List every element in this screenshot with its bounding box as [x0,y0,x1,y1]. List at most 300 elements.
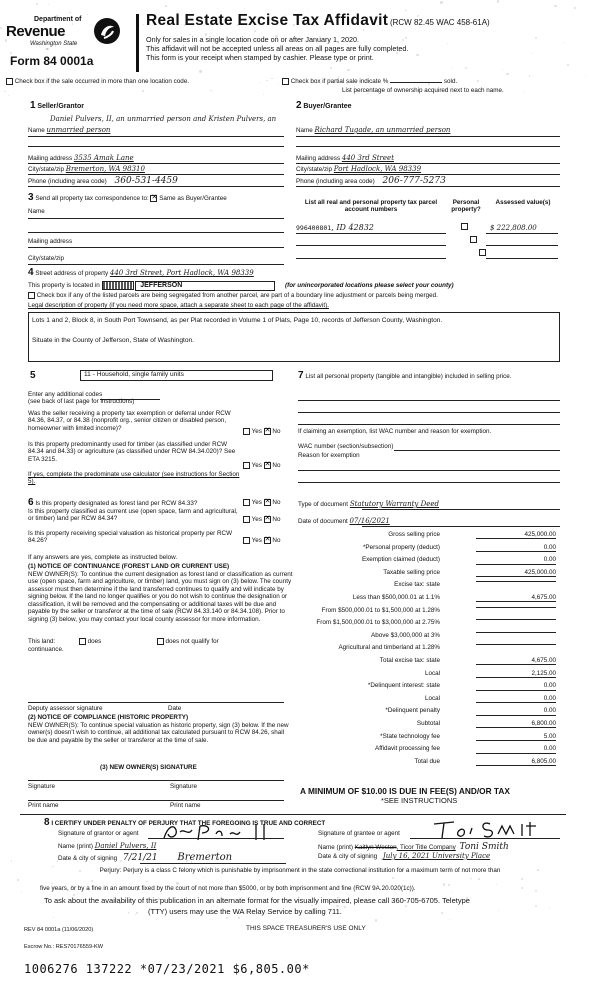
grantor-city-value[interactable]: Bremerton [177,852,233,863]
grantor-signature[interactable] [160,820,280,844]
scan-speck [477,80,479,82]
fee-value[interactable]: 4,675.00 [476,657,556,665]
escrow-number: Escrow No.: RES70176559-KW [24,944,103,950]
fee-row [296,745,558,756]
checkbox-partial-sale[interactable] [282,78,289,85]
scan-speck [521,878,523,880]
sec3-city-label: City/state/zip [28,255,65,262]
buyer-name-row[interactable] [296,126,450,134]
check-multi-location[interactable] [6,78,189,86]
legal-description-box[interactable] [28,312,560,362]
fee-row [296,581,558,592]
scan-speck [21,891,23,893]
fee-value[interactable]: 0.00 [476,707,556,715]
buyer-city-value[interactable]: Port Hadlock, WA 98339 [333,165,422,173]
sec3-mailing-label: Mailing address [28,238,73,245]
dept-line2: Revenue [6,23,66,40]
seller-city[interactable] [28,165,145,173]
sold-label: sold. [443,78,458,86]
scan-speck [347,69,349,71]
seller-city-label: City/state/zip [28,166,65,173]
scan-speck [478,878,480,880]
fee-value[interactable] [476,632,556,633]
sec6-q3-answer[interactable]: Yes ✕ No [243,537,280,545]
scan-speck [49,84,50,85]
buyer-name-value[interactable]: Richard Tugade, an unmarried person [314,126,451,134]
scan-speck [210,90,212,92]
scan-speck [254,30,256,32]
sec6-q2: Is this property classified as current use (open space, farm and agricultural, or timber) land per RCW 84.34? [28,508,238,523]
scan-speck [448,884,450,886]
scan-speck [142,90,144,92]
fee-label: From $1,500,000.01 to $3,000,000 at 2.75% [316,619,440,627]
fee-label: Exemption claimed (deduct) [361,556,440,564]
seller-name-row[interactable] [28,126,284,134]
scan-speck [354,86,356,88]
checkbox-current-use-no[interactable] [264,516,271,523]
notice2-body: NEW OWNER(S): To continue special valuation as historic property, sign (3) below. If the new owner(s) doesn't wish to continue, all additional tax calculated pursuant to RCW 84.26, shall be due and payable by the seller or transferor at the time of sale. [28,722,289,744]
fee-row [296,607,558,618]
fee-row [296,682,558,693]
fee-value[interactable]: 2,125.00 [476,670,556,678]
buyer-city-label: City/state/zip [296,166,333,173]
buyer-phone-label: Phone (including area code) [296,178,375,185]
fee-value[interactable]: 425,000.00 [476,569,556,577]
fee-row [296,544,558,555]
scan-speck [278,84,279,85]
scan-speck [266,80,268,82]
scan-speck [498,910,499,911]
checkbox-same-as-buyer[interactable] [150,195,157,202]
scan-speck [263,94,264,95]
checkbox-personal-1[interactable] [461,223,468,230]
dept-line3: Washington State [30,41,78,47]
grantor-sig-label: Signature of grantor or agent [58,830,139,837]
scan-speck [440,1,442,3]
sec5-q3: If yes, complete the predominate use calculator (see instructions for Section 5). [28,471,240,486]
scan-speck [143,24,144,25]
scan-speck [128,912,129,913]
scan-speck [237,24,239,26]
form-title [146,12,490,30]
check-partial-sale[interactable] [282,78,457,86]
sec5-number: 5 [30,370,36,381]
scan-speck [554,5,556,7]
grantor-name-row[interactable] [58,842,156,850]
sec4-located[interactable] [28,281,454,291]
scan-speck [307,9,308,10]
checkbox-historic-yes[interactable] [243,537,250,544]
scan-speck [165,5,167,7]
fee-value[interactable]: 5.00 [476,733,556,741]
new-owner-print-label2: Print name [170,802,201,809]
fee-value[interactable] [476,581,556,582]
access-2: (TTY) users may use the WA Relay Service by calling 711. [148,907,342,916]
seller-mailing-label: Mailing address [28,155,73,162]
fee-value[interactable]: 0.00 [476,556,556,564]
check-partial-label: Check box if partial sale indicate % [290,78,389,86]
deputy-date-label: Date [168,705,182,712]
scan-speck [487,865,488,866]
scan-speck [275,35,277,37]
grantor-date-value[interactable]: 7/21/21 [122,853,158,863]
seller-name-value[interactable]: Daniel Pulvers, II, an unmarried person and Kristen Pulvers, an [50,115,277,123]
fee-row [296,758,558,769]
scan-speck [447,43,448,44]
scan-speck [402,39,404,41]
header-sub3: This form is your receipt when stamped by cashier. Please type or print. [146,53,374,62]
fee-label: Agricultural and timberland at 1.28% [338,644,440,652]
parcel-row[interactable] [296,223,374,233]
notice2-head: (2) NOTICE OF COMPLIANCE (HISTORIC PROPERTY) [28,714,189,721]
fee-label: Above $3,000,000 at 3% [371,631,440,639]
assessed-value[interactable]: $ 222,808.00 [490,224,537,232]
fee-row [296,556,558,567]
fee-value[interactable] [476,607,556,608]
header-sub2: This affidavit will not be accepted unless all areas on all pages are fully completed. [146,44,409,53]
scan-speck [416,54,418,56]
seller-phone-value[interactable]: 360-531-4459 [114,176,178,186]
scan-speck [53,917,55,919]
sec5-q1: Was the seller receiving a property tax exemption or deferral under RCW 84.36, 84.37, or 84.38 (nonprofit org., senior citizen or disabled person, homeowner with limited income)? [28,410,231,432]
fee-label: Subtotal [416,720,440,727]
grantee-signature[interactable] [430,818,560,840]
notice1-body: NEW OWNER(S): To continue the current designation as forest land or classification as current use (open space, farm and agriculture, or timber) land, you must sign on (3) below. The county assessor must then determine if the land transferred continues to qualify and will indicate by signing below. If the land no longer qualifies or you do not wish to continue the designation or classification, it will be removed and the compensating or additional taxes will be due and payable by the seller or transferor at the time of sale (RCW 84.33.140 or 84.34.108). Prior to signing (3) below, you may contact your local county assessor for more information. [28,571,293,623]
same-as-buyer-label: Same as Buyer/Grantee [159,195,227,202]
checkbox-forest-no[interactable] [264,499,271,506]
assessed-col-header: Assessed value(s) [495,199,551,206]
scan-speck [535,905,537,907]
fee-row [296,632,558,643]
sec5-q2-answer[interactable]: Yes ✕ No [243,462,280,470]
buyer-heading: 2 Buyer/Grantee [296,100,352,111]
scan-speck [91,880,93,882]
fee-row [296,594,558,605]
fee-label: *State technology fee [380,732,440,740]
scan-speck [48,4,49,5]
scan-speck [168,885,170,887]
checkbox-personal-3[interactable] [479,249,486,256]
addl-codes2: (see back of last page for instructions) [28,398,135,405]
scan-speck [506,73,508,75]
sec4-street[interactable]: 4 Street address of property 440 3rd Street, Port Hadlock, WA 98339 [28,267,254,278]
buyer-city[interactable] [296,165,421,173]
fee-row [296,695,558,706]
buyer-phone-value[interactable]: 206-777-5273 [382,176,446,186]
checkbox-q2-no[interactable] [264,462,271,469]
doc-type-row[interactable] [298,500,439,508]
doc-type-label: Type of document [298,501,349,508]
sec6-q4: If any answers are yes, complete as instructed below. [28,554,178,561]
scan-speck [438,22,439,23]
parcel-id[interactable]: , ID 42832 [331,223,374,232]
scan-speck [69,12,70,13]
access-1: To ask about the availability of this publication in an alternate format for the visually impaired, please call 360-705-6705. Teletype [44,896,470,905]
sec6-q1-answer[interactable]: Yes ✕ No [243,499,280,507]
fee-row [296,670,558,681]
seller-name-line [28,136,284,137]
fee-row [296,619,558,630]
grantee-date-value[interactable]: July 16, 2021 University Place [382,852,491,860]
form-citation: (RCW 82.45 WAC 458-61A) [389,18,490,27]
sec3-name-label: Name [28,208,45,215]
checkbox-multi-location[interactable] [6,78,13,85]
form-number: Form 84 0001a [10,54,94,68]
scan-speck [441,912,443,914]
sec5-q2: Is this property predominantly used for timber (as classified under RCW 84.34 and 84.33) or agriculture (as classified under RCW 84.34.020)? See ETA 3215. [28,441,236,463]
scan-speck [549,908,550,909]
min-fee-notice: A MINIMUM OF $10.00 IS DUE IN FEE(S) AND/OR TAX [300,786,510,796]
seller-blank-line [28,146,284,147]
see-instructions: *SEE INSTRUCTIONS [381,796,458,805]
buyer-name-label: Name [296,127,313,134]
grantee-date-label: Date & city of signing [318,853,378,860]
fee-label: Excise tax: state [394,581,440,589]
scan-speck [535,37,537,39]
sec7-text: 7 List all personal property (tangible and intangible) included in selling price. [298,370,512,381]
fee-value[interactable]: 425,000.00 [476,531,556,539]
checkbox-does[interactable] [79,638,86,645]
sec6-q1: 6 Is this property designated as forest land per RCW 84.33? [28,497,198,508]
fee-value[interactable]: 0.00 [476,695,556,703]
scan-speck [17,879,19,881]
sec6-q2-answer[interactable]: Yes ✕ No [243,516,280,524]
scan-speck [405,905,407,907]
list-pct-note: List percentage of ownership acquired next to each name. [342,87,504,94]
scan-speck [119,902,121,904]
scan-speck [392,877,394,879]
fee-value[interactable]: 0.00 [476,745,556,753]
fee-label: From $500,000.01 to $1,500,000 at 1.28% [321,606,440,614]
scan-speck [79,870,81,872]
checkbox-forest-yes[interactable] [243,499,250,506]
new-owner-sig-label2: Signature [170,783,197,790]
grantee-sig-label: Signature of grantee or agent [318,830,400,837]
scan-speck [470,878,472,880]
parcel-number[interactable]: 996400801 [296,224,332,232]
sec4-segregated[interactable] [28,292,438,300]
this-land-row[interactable]: This land: does does not qualify for [28,638,219,646]
doc-type-value[interactable]: Statutory Warranty Deed [349,500,439,508]
fee-label: Taxable selling price [383,568,440,576]
grantee-name-struck: Kaitlyn Weston [354,844,397,851]
scan-speck [319,36,321,38]
fee-label: Local [424,694,440,702]
legal-text2: Situate in the County of Jefferson, State of Washington. [32,337,195,344]
scan-speck [156,919,157,920]
scan-speck [502,69,503,70]
scan-speck [186,860,187,861]
fee-label: Less than $500,000.01 at 1.1% [352,594,440,601]
seller-phone-label: Phone (including area code) [28,178,107,185]
scan-speck [452,67,453,68]
notice1-head: (1) NOTICE OF CONTINUANCE (FOREST LAND OR CURRENT USE) [28,563,230,570]
seller-mailing-value[interactable]: 3535 Amak Lane [73,154,134,162]
treasurer-use: THIS SPACE TREASURER'S USE ONLY [246,925,366,932]
fee-value[interactable] [476,619,556,620]
fee-value[interactable]: 0.00 [476,544,556,552]
new-owner-sig-label1: Signature [28,783,55,790]
scan-speck [204,877,205,878]
sec3-heading: 3 Send all property tax correspondence to: ✕ Same as Buyer/Grantee [28,192,227,204]
fee-value[interactable]: 4,675.00 [476,594,556,602]
form-title-text: Real Estate Excise Tax Affidavit [146,12,389,29]
seller-name-label: Name [28,127,45,134]
scan-speck [564,42,565,43]
grantee-sig-row[interactable] [318,830,400,837]
doc-date-value[interactable]: 07/16/2021 [349,517,390,525]
buyer-mailing-label: Mailing address [296,155,341,162]
use-code-box[interactable]: 11 - Household, single family units [80,370,273,381]
scan-speck [330,67,332,69]
scan-speck [465,67,467,69]
legal-text1: Lots 1 and 2, Block 8, in South Port Townsend, as per Plat recorded in Volume 1 of Plats, Page 10, records of Jefferson County, Washington. [32,317,443,324]
checkbox-q1-no[interactable] [264,428,271,435]
scan-speck [158,898,160,900]
fee-value[interactable]: 6,805.00 [476,758,556,766]
exempt-label: If claiming an exemption, list WAC number and reason for exemption. [298,428,492,435]
street-label: Street address of property [35,270,109,277]
seller-name-value2[interactable]: unmarried person [46,126,111,134]
sec6-q3: Is this property receiving special valuation as historical property per RCW 84.26? [28,530,233,545]
scan-speck [449,919,450,920]
grantee-name-label: Name (print) [318,844,353,851]
seller-city-value[interactable]: Bremerton, WA 98310 [65,165,145,173]
fee-row [296,707,558,718]
buyer-mailing[interactable] [296,154,394,162]
fee-label: Affidavit processing fee [375,745,440,753]
grantor-name-value[interactable]: Daniel Pulvers, II [94,842,157,850]
fee-label: Local [424,669,440,677]
scan-speck [271,78,273,80]
scan-speck [375,919,377,921]
perjury-2: five years, or by a fine in an amount fixed by the court of not more than $5000, or by both imprisonment and fine (RCW 9A.20.020(1c)). [40,885,416,892]
checkbox-historic-no[interactable] [264,537,271,544]
this-land-label: This land: [28,638,56,646]
checkbox-segregated[interactable] [28,292,35,299]
fee-label: *Delinquent interest: state [367,682,440,690]
located-struck-box [102,281,134,290]
scan-speck [529,75,530,76]
checkbox-does-not[interactable] [157,638,164,645]
scan-speck [78,56,80,58]
perjury-1: Perjury: Perjury is a class C felony which is punishable by imprisonment in the state correctional institution for a maximum term of not more than [99,867,501,874]
fee-row [296,657,558,668]
scan-speck [497,0,499,2]
fee-label: Total due [414,757,440,765]
personal-col-header: Personal property? [451,199,481,214]
scan-speck [8,95,9,96]
fee-label: *Personal property (deduct) [362,543,440,551]
scan-speck [344,906,346,908]
located-label: This property is located in [28,282,100,290]
scan-speck [521,887,523,889]
parcel-col-header: List all real and personal property tax parcel account numbers [304,199,438,214]
scan-speck [0,27,2,29]
grantor-date-label: Date & city of signing [58,855,118,862]
dor-logo [6,14,126,72]
fee-row [296,720,558,731]
fee-value[interactable]: 6,800.00 [476,720,556,728]
scan-speck [260,82,261,83]
scan-speck [567,64,569,66]
scan-speck [290,900,291,901]
scan-speck [349,26,350,27]
deputy-sig-label: Deputy assessor signature [28,705,103,712]
fee-row [296,569,558,580]
scan-speck [496,884,497,885]
scan-speck [259,879,261,881]
scan-speck [396,52,397,53]
addl-codes: Enter any additional codes [28,391,103,398]
scan-speck [199,70,201,72]
grantee-name-value[interactable]: , Ticor Title Company [396,844,456,851]
fee-row [296,531,558,542]
certify-line: 8 I CERTIFY UNDER PENALTY OF PERJURY THAT THE FOREGOING IS TRUE AND CORRECT [44,817,326,828]
segregated-label: Check box if any of the listed parcels are being segregated from another parcel, are part of a boundary line adjustment or parcels being merged. [36,292,438,300]
fee-value[interactable] [476,644,556,645]
scan-speck [294,865,295,866]
scan-speck [535,890,537,892]
scan-speck [451,891,453,893]
fee-value[interactable]: 0.00 [476,682,556,690]
scan-speck [402,869,404,871]
scan-speck [146,881,147,882]
scan-speck [176,882,178,884]
scan-speck [574,7,576,9]
grantee-date-row[interactable] [318,852,490,860]
scan-speck [137,62,139,64]
doc-date-row[interactable] [298,517,390,525]
continuance-label: continuance. [28,646,64,653]
county-note: (for unincorporated locations please select your county) [285,282,454,290]
scan-speck [319,897,320,898]
checkbox-current-use-yes[interactable] [243,516,250,523]
seller-heading: 1 Seller/Grantor [30,100,84,111]
seller-mailing[interactable] [28,154,134,162]
buyer-mailing-value[interactable]: 440 3rd Street [341,154,395,162]
scan-speck [54,60,56,62]
scan-speck [4,91,6,93]
scan-speck [73,894,75,896]
dept-line1: Department of [34,16,82,23]
receipt-stamp: 1006276 137222 *07/23/2021 $6,805.00* [24,962,310,976]
street-value[interactable]: 440 3rd Street, Port Hadlock, WA 98339 [109,269,254,277]
dor-logo-icon [92,16,122,46]
scan-speck [537,869,539,871]
scan-speck [405,37,407,39]
checkbox-q2-yes[interactable] [243,462,250,469]
checkbox-personal-2[interactable] [470,236,477,243]
fee-label: Gross selling price [388,531,440,538]
scan-speck [531,53,532,54]
fee-row [296,644,558,655]
scan-speck [585,75,586,76]
county-select[interactable]: JEFFERSON [135,281,275,291]
grantee-name-handwritten[interactable]: Toni Smith [459,842,509,852]
sec5-q1-answer[interactable]: Yes ✕ No [243,428,280,436]
grantor-name-label: Name (print) [58,843,93,850]
scan-speck [11,860,12,861]
rev-number: REV 84 0001a (11/06/2020) [24,927,94,933]
doc-date-label: Date of document [298,518,348,525]
wac-label: WAC number (section/subsection) [298,443,394,450]
scan-speck [360,54,361,55]
checkbox-q1-yes[interactable] [243,428,250,435]
scan-speck [5,39,7,41]
scan-speck [60,31,62,33]
check-multi-label: Check box if the sale occurred in more than one location code. [14,78,190,86]
